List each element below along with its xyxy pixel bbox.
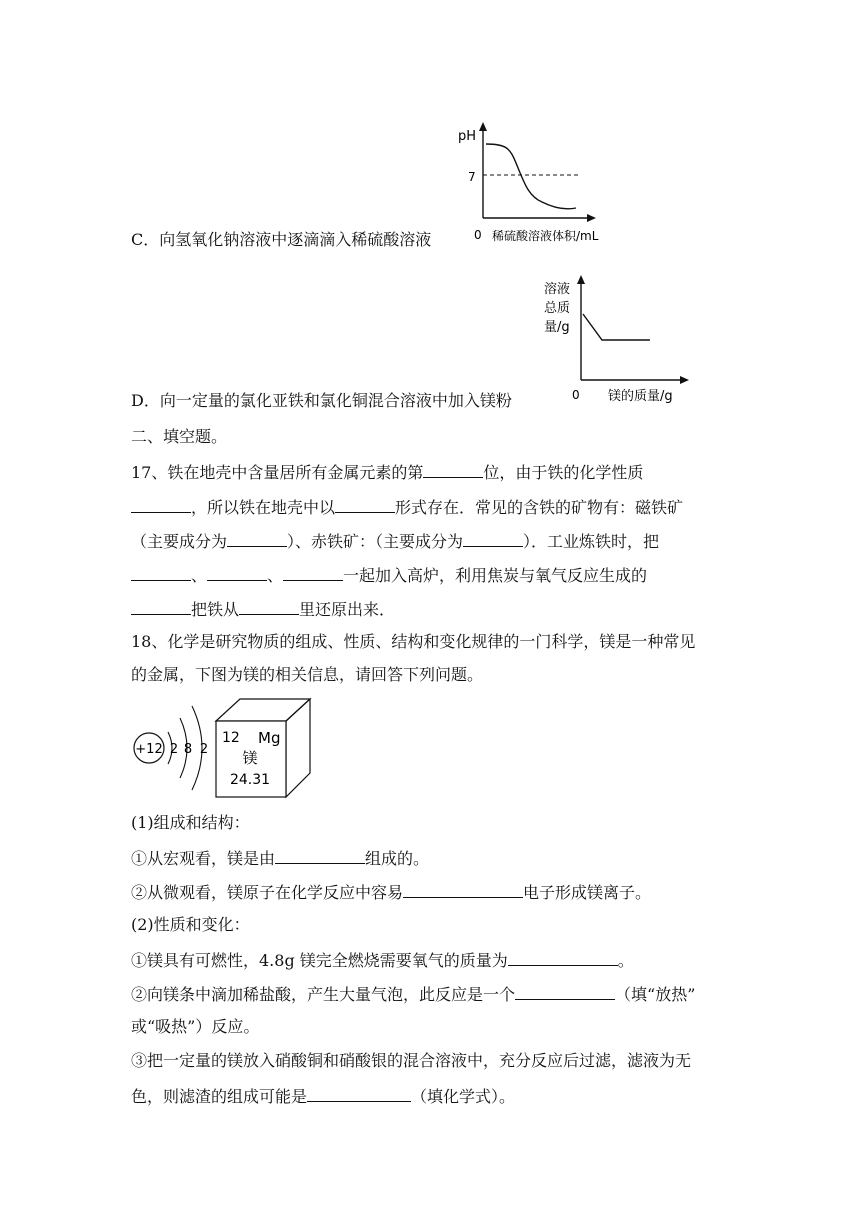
blank [423,460,483,478]
blank [207,563,267,581]
mass-y-label-3: 量/g [544,320,570,335]
atomic-mass: 24.31 [229,772,271,788]
blank [283,563,343,581]
q18-2a: ①镁具有可燃性，4.8g 镁完全燃烧需要氧气的质量为 。 [131,948,634,972]
q17-line5: 把铁从 里还原出来． [131,597,395,621]
ph-origin: 0 [474,228,482,242]
blank [335,495,395,513]
ph-ref-label: 7 [468,170,476,184]
blank [131,563,191,581]
mass-y-label-2: 总质 [544,301,571,316]
blank [239,597,299,615]
mass-y-label-1: 溶液 [544,282,571,297]
atom-structure-diagram [128,694,218,804]
blank [227,529,287,547]
ph-chart [440,118,640,250]
q18-2c-cont: 色，则滤渣的组成可能是 （填化学式）。 [131,1084,515,1108]
blank [508,948,618,966]
blank [463,529,523,547]
nucleus-charge: +12 [135,742,163,757]
blank [131,597,191,615]
option-c: C．向氢氧化钠溶液中逐滴滴入稀硫酸溶液 [131,230,432,249]
q17-line1: 17、铁在地壳中含量居所有金属元素的第 位，由于铁的化学性质 [131,460,643,484]
shell3-electrons: 2 [199,742,209,757]
blank [403,880,523,898]
atomic-number: 12 [222,730,240,746]
option-d: D．向一定量的氯化亚铁和氯化铜混合溶液中加入镁粉 [131,391,512,410]
ph-axis-label: pH [458,129,477,144]
ph-x-label: 稀硫酸溶液体积/mL [492,229,599,243]
blank [307,1084,411,1102]
q17-line3: （主要成分为 ）、赤铁矿：（主要成分为 ）．工业炼铁时，把 [131,529,659,553]
q18-2b: ②向镁条中滴加稀盐酸，产生大量气泡，此反应是一个 （填“放热” [131,982,695,1006]
q18-part1: (1)组成和结构： [131,813,250,832]
mass-x-label: 镁的质量/g [608,389,673,404]
element-symbol: Mg [258,729,281,747]
q18-2b-cont: 或“吸热”）反应。 [131,1017,260,1036]
q18-part2: (2)性质和变化： [131,915,250,934]
element-name: 镁 [242,749,258,767]
shell1-electrons: 2 [169,742,179,757]
section-heading: 二、填空题。 [131,427,228,446]
mass-chart [538,268,698,408]
q18-1b: ②从微观看，镁原子在化学反应中容易 电子形成镁离子。 [131,880,651,904]
shell2-electrons: 8 [183,742,193,757]
blank [131,495,191,513]
q17-line2: ，所以铁在地壳中以 形式存在．常见的含铁的矿物有：磁铁矿 [131,495,683,519]
q18-1a: ①从宏观看，镁是由 组成的。 [131,846,429,870]
q17-line4: 、 、 一起加入高炉，利用焦炭与氧气反应生成的 [131,563,647,587]
mass-origin: 0 [572,388,580,402]
q18-line2: 的金属，下图为镁的相关信息，请回答下列问题。 [131,665,484,684]
element-cube [214,697,314,801]
blank [275,846,365,864]
blank [515,982,615,1000]
q18-2c: ③把一定量的镁放入硝酸铜和硝酸银的混合溶液中，充分反应后过滤，滤液为无 [131,1051,692,1070]
q18-line1: 18、化学是研究物质的组成、性质、结构和变化规律的一门科学，镁是一种常见 [131,632,696,651]
